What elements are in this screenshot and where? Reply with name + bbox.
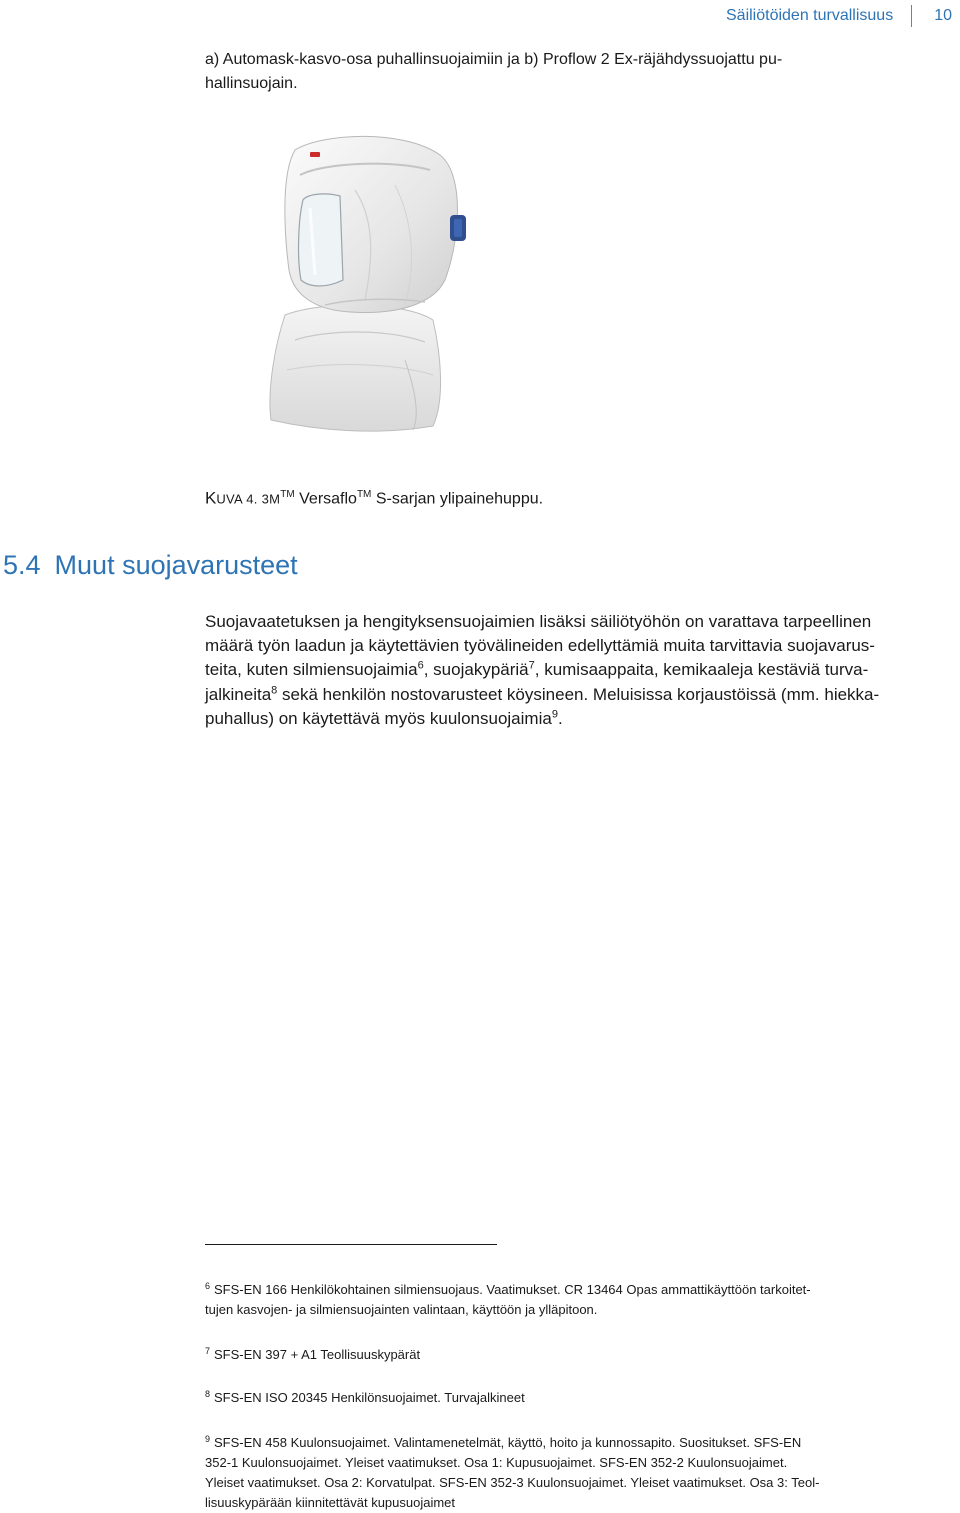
hood-icon [255, 130, 490, 440]
caption-rest: S-sarjan ylipainehuppu. [371, 490, 544, 508]
caption-line-1: a) Automask-kasvo-osa puhallinsuojaimiin ja b) Proflow 2 Ex-räjähdyssuojattu pu- [205, 51, 783, 68]
footnote-ref-8[interactable]: 8 [271, 683, 278, 696]
footnote-text: SFS-EN 397 + A1 Teollisuuskypärät [214, 1347, 421, 1362]
footnote-9 [205, 1433, 905, 1513]
footnote-text: SFS-EN ISO 20345 Henkilönsuojaimet. Turvajalkineet [214, 1390, 525, 1405]
body-line [205, 683, 945, 707]
body-text-run: . [557, 708, 563, 728]
running-header [726, 4, 952, 28]
footnote-line [205, 1388, 905, 1408]
footnote-line [205, 1345, 905, 1365]
footnote-8 [205, 1388, 905, 1408]
footnote-text: SFS-EN 166 Henkilökohtainen silmiensuojaus. Vaatimukset. CR 13464 Opas ammattikäyttöön tarkoitet- [214, 1282, 811, 1297]
running-title: Säiliötöiden turvallisuus [726, 7, 894, 24]
body-text-run: teita, kuten silmiensuojaimia [205, 660, 418, 680]
caption-product: Versaflo [294, 490, 357, 508]
footnote-line [205, 1433, 905, 1453]
figure-caption [205, 483, 543, 511]
footnote-line: 352-1 Kuulonsuojaimet. Yleiset vaatimukset. Osa 1: Kupusuojaimet. SFS-EN 352-2 Kuulonsuojaimet. [205, 1455, 788, 1470]
section-number: 5.4 [3, 550, 41, 580]
hood-figure [255, 130, 490, 440]
footnote-mark: 6 [205, 1280, 211, 1291]
section-title: Muut suojavarusteet [54, 550, 298, 580]
previous-figure-caption [205, 48, 895, 96]
header-divider [911, 5, 912, 27]
caption-label: UVA 4. [216, 491, 258, 507]
footnote-line: lisuuskypärään kiinnitettävät kupusuojaimet [205, 1495, 456, 1510]
caption-trademark-1: TM [280, 489, 295, 500]
body-paragraph [205, 610, 945, 731]
body-text-run: jalkineita [205, 684, 272, 704]
body-line [205, 707, 945, 731]
footnote-ref-7[interactable]: 7 [528, 659, 535, 672]
footnote-ref-6[interactable]: 6 [417, 659, 424, 672]
body-line: määrä työn laadun ja käytettävien työvälineiden edellyttämiä muita tarvittavia suojavarus- [205, 636, 875, 656]
body-text-run: , kumisaappaita, kemikaaleja kestäviä turva- [534, 660, 869, 680]
footnote-mark: 9 [205, 1433, 211, 1444]
body-text-run: , suojakypäriä [423, 660, 529, 680]
footnote-separator [205, 1244, 497, 1245]
section-heading [3, 546, 298, 584]
caption-trademark-2: TM [356, 489, 372, 500]
footnote-text: SFS-EN 458 Kuulonsuojaimet. Valintamenetelmät, käyttö, hoito ja kunnossapito. Suositukset. SFS-EN [214, 1435, 802, 1450]
footnote-mark: 7 [205, 1345, 211, 1356]
caption-brand: 3M [257, 491, 281, 507]
caption-k: K [205, 488, 217, 508]
body-text-run: sekä henkilön nostovarusteet köysineen. Meluisissa korjaustöissä (mm. hiekka- [277, 684, 880, 704]
body-line: Suojavaatetuksen ja hengityksensuojaimien lisäksi säiliötyöhön on varattava tarpeellinen [205, 612, 872, 631]
footnote-7 [205, 1345, 905, 1365]
body-text-run: puhallus) on käytettävä myös kuulonsuojaimia [205, 708, 552, 728]
footnote-ref-9[interactable]: 9 [551, 708, 558, 721]
footnote-6 [205, 1280, 905, 1320]
page-number: 10 [934, 7, 952, 24]
caption-line-2: hallinsuojain. [205, 75, 298, 92]
footnote-mark: 8 [205, 1388, 211, 1399]
footnote-line [205, 1280, 905, 1300]
footnote-line: Yleiset vaatimukset. Osa 2: Korvatulpat. SFS-EN 352-3 Kuulonsuojaimet. Yleiset vaatimukset. Osa 3: Teol- [205, 1475, 820, 1490]
footnote-line: tujen kasvojen- ja silmiensuojainten valintaan, käyttöön ja ylläpitoon. [205, 1302, 598, 1317]
body-line [205, 658, 945, 682]
